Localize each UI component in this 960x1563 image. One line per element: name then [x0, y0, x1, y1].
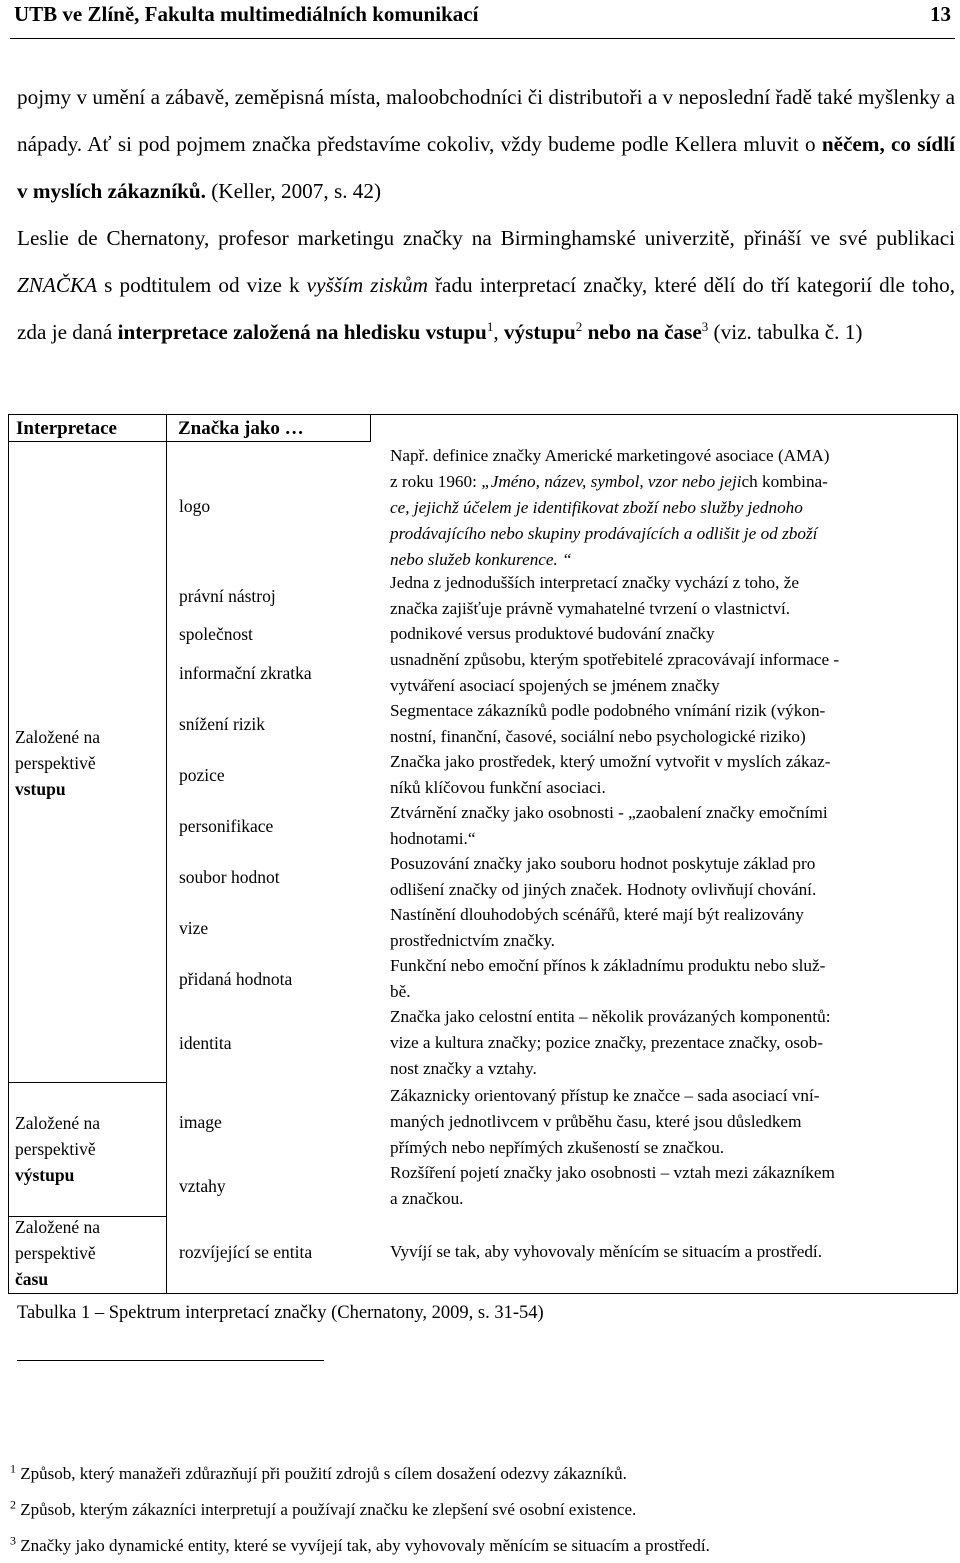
footnote-3: [10, 1534, 710, 1558]
description-evolving-entity: [390, 1239, 822, 1265]
description-line: prostřednictvím značky.: [390, 931, 555, 950]
description-line: níků klíčovou funkční asociaci.: [390, 778, 606, 797]
paragraph-bold-text: interpretace založená na hledisku vstupu: [117, 320, 487, 344]
description-line: Posuzování značky jako souboru hodnot poskytuje základ pro: [390, 854, 816, 873]
footnote-ref: 2: [575, 318, 583, 334]
description-company: [390, 621, 715, 647]
description-quote: urence.: [507, 550, 558, 569]
footnote-separator: [17, 1360, 324, 1361]
description-quote: nebo služeb konk: [390, 550, 508, 569]
table-border: [8, 414, 9, 1294]
description-line: nostní, finanční, časové, sociální nebo psychologické riziko): [390, 727, 806, 746]
group-label-bold: výstupu: [15, 1165, 75, 1185]
description-text: z roku 1960:: [390, 472, 482, 491]
description-line: Rozšíření pojetí značky jako osobnosti – vztah mezi zákazníkem: [390, 1163, 835, 1182]
term-value-set: soubor hodnot: [179, 867, 280, 887]
description-logo: [390, 443, 830, 573]
group-output: [15, 1110, 100, 1188]
term-relationships: vztahy: [179, 1176, 226, 1196]
description-value-set: [390, 851, 816, 903]
description-line: Např. definice značky Americké marketingové asociace (AMA): [390, 446, 830, 465]
description-quote: „Jméno, název, symbol, vzor nebo jeji: [481, 472, 742, 491]
footnote-ref: 3: [701, 318, 709, 334]
group-label-bold: času: [15, 1269, 49, 1289]
description-line: značka zajišťuje právně vymahatelné tvrzení o vlastnictví.: [390, 599, 791, 618]
description-line: Zákaznicky orientovaný přístup ke značce – sada asociací vní-: [390, 1086, 820, 1105]
paragraph-bold-text: výstupu: [503, 320, 576, 344]
description-line: Nastínění dlouhodobých scénářů, které mají být realizovány: [390, 905, 804, 924]
paragraph-text: ,: [493, 320, 504, 344]
description-line: Vyvíjí se tak, aby vyhovovaly měnícím se situacím a prostředí.: [390, 1242, 822, 1261]
description-identity: [390, 1004, 831, 1082]
group-label-bold: vstupu: [15, 779, 66, 799]
description-legal-tool: [390, 570, 799, 622]
description-information-shortcut: [390, 647, 839, 699]
column-divider: [166, 414, 167, 1294]
description-added-value: [390, 953, 825, 1005]
description-image: [390, 1083, 820, 1161]
group-label: perspektivě: [15, 1139, 96, 1159]
term-position: pozice: [179, 765, 225, 785]
footnote-text: Způsob, kterým zákazníci interpretují a používají značku ke zlepšení své osobní existence.: [16, 1500, 637, 1519]
paragraph-citation: (Keller, 2007, s. 42): [205, 179, 382, 203]
paragraph-keller: [17, 74, 955, 215]
description-line: nost značky a vztahy.: [390, 1059, 537, 1078]
book-title: ZNAČKA: [17, 273, 98, 297]
description-line: Segmentace zákazníků podle podobného vnímání rizik (výkon-: [390, 701, 826, 720]
group-label: perspektivě: [15, 753, 96, 773]
description-line: Funkční nebo emoční přínos k základnímu produktu nebo služ-: [390, 956, 826, 975]
description-line: přímých nebo nepřímých zkušeností se značkou.: [390, 1138, 725, 1157]
footnote-ref: 1: [486, 318, 494, 334]
header-title: UTB ve Zlíně, Fakulta multimediálních komunikací: [14, 2, 479, 26]
paragraph-chernatony: [17, 215, 955, 356]
table-border: [957, 414, 958, 1294]
term-legal-tool: právní nástroj: [179, 586, 276, 606]
description-line: podnikové versus produktové budování značky: [390, 624, 715, 643]
description-line: maných jednotlivcem v průběhu času, které jsou důsledkem: [390, 1112, 802, 1131]
term-evolving-entity: rozvíjející se entita: [179, 1242, 313, 1262]
term-vision: vize: [179, 918, 209, 938]
description-line: hodnotami.“: [390, 829, 476, 848]
group-label: Založené na: [15, 1217, 101, 1237]
column-divider: [370, 414, 371, 442]
page-number: 13: [930, 2, 951, 26]
paragraph-text: s podtitulem od vize k: [97, 273, 307, 297]
description-line: Jedna z jednodušších interpretací značky vychází z toho, že: [390, 573, 799, 592]
term-added-value: přidaná hodnota: [179, 969, 293, 989]
description-line: Ztvárnění značky jako osobnosti - „zaobalení značky emočními: [390, 803, 828, 822]
paragraph-bold-text: něčem, co sídlí v myslích zákazníků.: [17, 132, 955, 203]
term-image: image: [179, 1112, 222, 1132]
footnote-number: 1: [10, 1461, 16, 1476]
term-risk-reduction: snížení rizik: [179, 714, 266, 734]
table-caption: Tabulka 1 – Spektrum interpretací značky (Chernatony, 2009, s. 31-54): [17, 1303, 544, 1323]
description-line: Značka jako celostní entita – několik provázaných komponentů:: [390, 1007, 831, 1026]
description-line: vize a kultura značky; pozice značky, prezentace značky, osob-: [390, 1033, 823, 1052]
description-quote: “: [557, 550, 572, 569]
description-vision: [390, 902, 804, 954]
description-text: ch kombina-: [741, 472, 828, 491]
footnote-text: Způsob, který manažeři zdůrazňují při použití zdrojů s cílem dosažení odezvy zákazníků.: [16, 1464, 627, 1483]
description-quote: prodávajícího nebo skupiny prodávajících a odlišit je od zboží: [390, 524, 818, 543]
table-border: [8, 414, 958, 415]
paragraph-text: pojmy v umění a zábavě, zeměpisná místa, maloobchodníci či distributoři a v neposlední řadě také myšlenky a nápady. Ať si pod pojmem značka představíme cokoliv, vždy budeme podle Kellera mluvit o: [17, 85, 955, 156]
paragraph-text: řadu interpretací značky, které dělí do tří kategorií dle toho, zda je daná: [17, 273, 956, 344]
term-logo: logo: [179, 496, 211, 516]
table-border: [8, 1293, 958, 1294]
group-time: [15, 1214, 100, 1292]
footnote-number: 3: [10, 1533, 16, 1548]
term-identity: identita: [179, 1033, 232, 1053]
paragraph-bold-text: nebo na čase: [587, 320, 702, 344]
description-line: a značkou.: [390, 1189, 464, 1208]
description-line: usnadnění způsobu, kterým spotřebitelé zpracovávají informace -: [390, 650, 840, 669]
description-line: bě.: [390, 982, 411, 1001]
group-label: Založené na: [15, 1113, 101, 1133]
description-personification: [390, 800, 828, 852]
footnote-number: 2: [10, 1497, 16, 1512]
footnote-text: Značky jako dynamické entity, které se vyvíjejí tak, aby vyhovovaly měnícím se situacím a prostředí.: [16, 1536, 710, 1555]
group-input: [15, 724, 100, 802]
footnote-1: [10, 1462, 627, 1486]
interpretations-table: [8, 414, 958, 1294]
group-label: Založené na: [15, 727, 101, 747]
description-risk-reduction: [390, 698, 825, 750]
group-label: perspektivě: [15, 1243, 96, 1263]
book-subtitle: vyšším ziskům: [306, 273, 428, 297]
description-line: vytváření asociací spojených se jménem značky: [390, 676, 720, 695]
term-information-shortcut: informační zkratka: [179, 663, 312, 683]
page-header: [10, 0, 955, 39]
description-line: Značka jako prostředek, který umožní vytvořit v myslích zákaz-: [390, 752, 831, 771]
description-quote: ce, jejichž účelem je identifikovat zboží nebo služby jednoho: [390, 498, 803, 517]
header-interpretation: Interpretace: [16, 418, 117, 439]
description-line: odlišení značky od jiných značek. Hodnoty ovlivňují chování.: [390, 880, 817, 899]
description-line: [390, 469, 830, 495]
body-text: [17, 74, 955, 356]
paragraph-text: (viz. tabulka č. 1): [708, 320, 863, 344]
paragraph-text: Leslie de Chernatony, profesor marketingu značky na Birminghamské univerzitě, přináší ve své publikaci: [17, 226, 955, 250]
description-relationships: [390, 1160, 835, 1212]
term-personification: personifikace: [179, 816, 274, 836]
description-position: [390, 749, 831, 801]
footnote-2: [10, 1498, 636, 1522]
group-divider: [8, 1082, 166, 1083]
term-company: společnost: [179, 624, 253, 644]
header-brand-as: Značka jako …: [178, 418, 304, 439]
